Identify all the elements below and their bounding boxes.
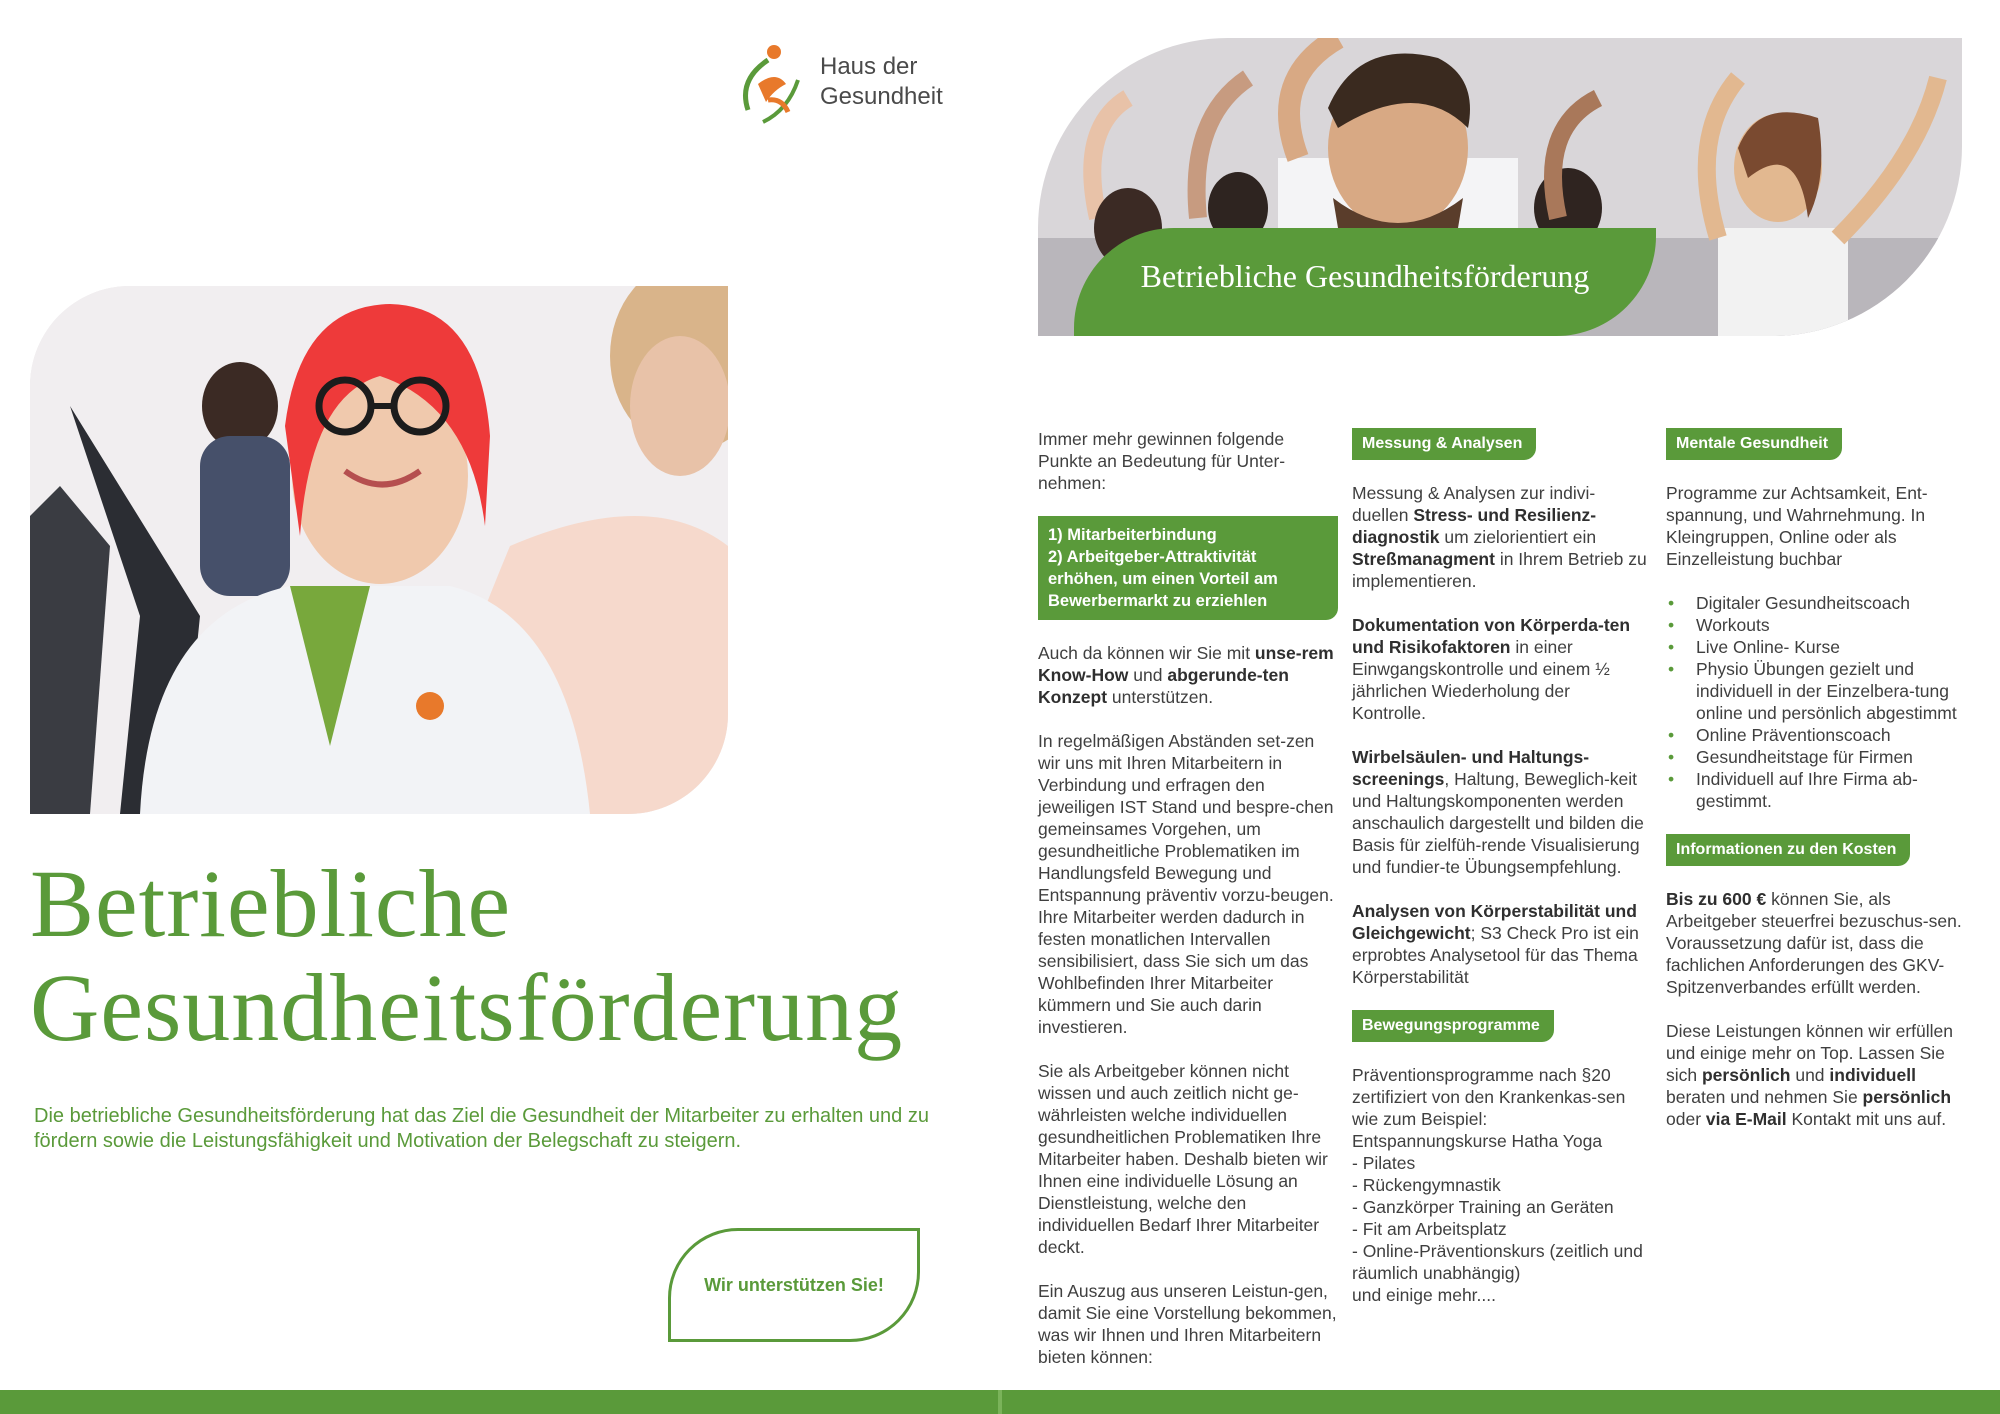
program-line: - Online-Präventionskurs (zeitlich und räumlich unabhängig) (1352, 1241, 1643, 1283)
list-item: • Live Online- Kurse (1666, 636, 1966, 658)
col1-paragraph-4: Sie als Arbeitgeber können nicht wissen und auch zeitlich nicht ge-währleisten welche individuellen gesundheitlichen Problematiken Ihre Mitarbeiter haben. Deshalb bieten wir Ihnen eine individuelle Lösung an Dienstleistung, welche den individuellen Bedarf Ihrer Mitarbeiter deckt. (1038, 1061, 1328, 1257)
col2-programs (1352, 1064, 1648, 1306)
col2-stability: Analysen von Körperstabilität und Gleichgewicht; S3 Check Pro ist ein erprobtes Analysetool für das Thema Körperstabilität (1352, 901, 1639, 987)
logo-icon (728, 40, 818, 130)
column-1 (1038, 428, 1338, 1390)
col1-paragraph-3: In regelmäßigen Abständen set-zen wir uns mit Ihren Mitarbeitern in Verbindung und erfragen den jeweiligen IST Stand und bespre-chen gemeinsames Vorgehen, um gesundheitliche Problematiken im Handlungsfeld Bewegung und Entspannung präventiv vorzu-beugen. Ihre Mitarbeiter werden dadurch in festen monatlichen Intervallen sensibilisiert, dass Sie sich um das Wohlbefinden Ihrer Mitarbeiter kümmern und Sie auch darin investieren. (1038, 731, 1334, 1037)
list-item: • Workouts (1666, 614, 1966, 636)
main-title-line1: Betriebliche (30, 850, 512, 957)
header-banner-title: Betriebliche Gesundheitsförderung (1140, 258, 1590, 294)
program-line: - Ganzkörper Training an Geräten (1352, 1197, 1614, 1217)
program-line: - Rückengymnastik (1352, 1175, 1501, 1195)
mental-health-list (1666, 592, 1966, 812)
highlight-line1: 1) Mitarbeiterbindung (1048, 526, 1217, 544)
highlight-line2: 2) Arbeitgeber-Attraktivität erhöhen, um einen Vorteil am Bewerbermarkt zu erziehlen (1048, 548, 1278, 610)
main-title (30, 852, 903, 1060)
logo-line1: Haus der (820, 53, 918, 80)
col3-programs: Programme zur Achtsamkeit, Ent-spannung, und Wahrnehmung. In Kleingruppen, Online oder als Einzelleistung buchbar (1666, 483, 1928, 569)
main-title-line2: Gesundheitsförderung (30, 954, 904, 1061)
tag-mental-health: Mentale Gesundheit (1666, 428, 1842, 460)
col1-knowhow: Auch da können wir Sie mit unse-rem Know-How und abgerunde-ten Konzept unterstützen. (1038, 643, 1334, 707)
col1-intro: Immer mehr gewinnen folgende Punkte an Bedeutung für Unter-nehmen: (1038, 429, 1286, 493)
program-line: - Fit am Arbeitsplatz (1352, 1219, 1507, 1239)
program-line: Entspannungskurse Hatha Yoga (1352, 1131, 1603, 1151)
tag-movement-programs: Bewegungsprogramme (1352, 1010, 1554, 1042)
list-item: • Gesundheitstage für Firmen (1666, 746, 1966, 768)
tag-costs: Informationen zu den Kosten (1666, 834, 1910, 866)
col3-contact: Diese Leistungen können wir erfüllen und einige mehr on Top. Lassen Sie sich persönlich und individuell beraten und nehmen Sie persönlich oder via E-Mail Kontakt mit uns auf. (1666, 1021, 1953, 1129)
program-line: - Pilates (1352, 1153, 1416, 1173)
tag-measurement: Messung & Analysen (1352, 428, 1536, 460)
trainer-photo (30, 286, 728, 814)
list-item: • Physio Übungen gezielt und individuell in der Einzelbera-tung online und persönlich abgestimmt (1666, 658, 1966, 724)
highlight-box (1038, 516, 1338, 620)
program-line: und einige mehr.... (1352, 1285, 1496, 1305)
col2-programs-intro: Präventionsprogramme nach §20 zertifiziert von den Krankenkas-sen wie zum Beispiel: (1352, 1065, 1626, 1129)
logo-line2: Gesundheit (820, 83, 943, 110)
col2-stress: Messung & Analysen zur indivi-duellen Stress- und Resilienz-diagnostik um zielorientiert ein Streßmanagment in Ihrem Betrieb zu implementieren. (1352, 483, 1647, 591)
list-item: • Individuell auf Ihre Firma ab-gestimmt. (1666, 768, 1966, 812)
support-button[interactable]: Wir unterstützen Sie! (668, 1228, 920, 1342)
logo-wordmark (820, 52, 943, 112)
col2-spine: Wirbelsäulen- und Haltungs-screenings, Haltung, Beweglich-keit und Haltungskomponenten werden anschaulich dargestellt und bilden die Basis für zielfüh-rende Visualisierung und fundier-te Übungsempfehlung. (1352, 747, 1644, 877)
col2-body-data: Dokumentation von Körperda-ten und Risikofaktoren in einer Einwgangskontrolle und einem ½ jährlichen Wiederholung der Kontrolle. (1352, 615, 1631, 723)
column-2 (1352, 428, 1648, 1306)
column-3 (1666, 428, 1966, 1152)
col1-paragraph-5: Ein Auszug aus unseren Leistun-gen, damit Sie eine Vorstellung bekommen, was wir Ihnen und Ihren Mitarbeitern bieten können: (1038, 1281, 1337, 1367)
footer-fold-divider (998, 1390, 1002, 1414)
col3-costs: Bis zu 600 € können Sie, als Arbeitgeber steuerfrei bezuschus-sen. Voraussetzung dafür ist, dass die fachlichen Anforderungen des GKV- Spitzenverbandes erfüllt werden. (1666, 889, 1962, 997)
intro-text: Die betriebliche Gesundheitsförderung hat das Ziel die Gesundheit der Mitarbeiter zu erhalten und zu fördern sowie die Leistungsfähigkeit und Motivation der Belegschaft zu steigern. (34, 1105, 929, 1152)
list-item: • Digitaler Gesundheitscoach (1666, 592, 1966, 614)
list-item: • Online Präventionscoach (1666, 724, 1966, 746)
